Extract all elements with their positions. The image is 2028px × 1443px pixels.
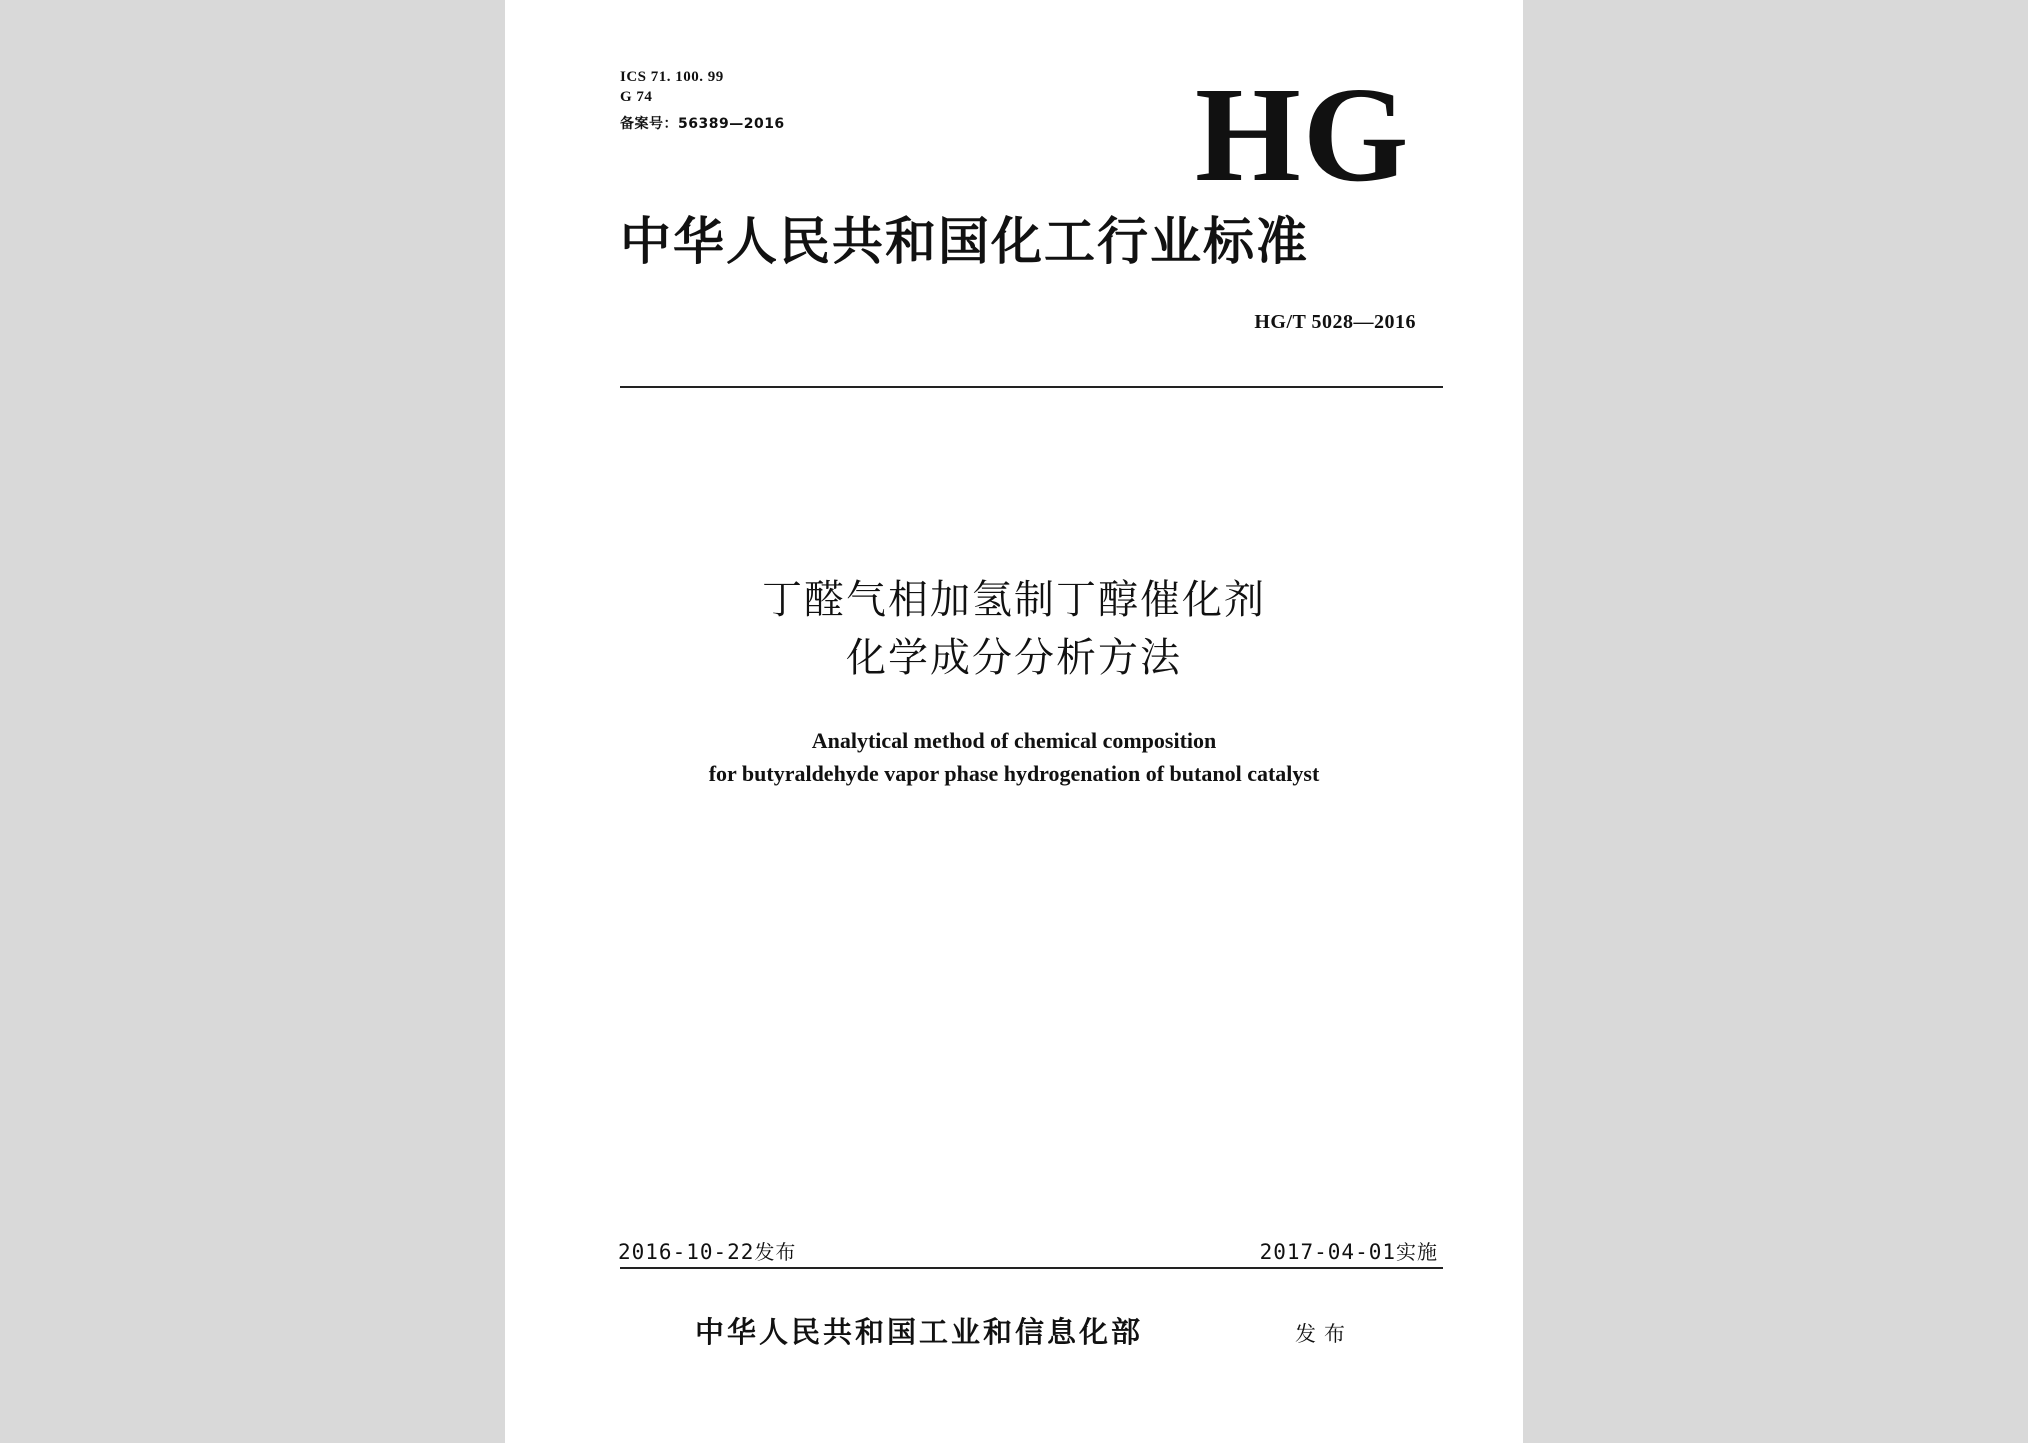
issuer-action: 发布 xyxy=(1295,1322,1353,1346)
bottom-divider xyxy=(620,1267,1443,1269)
document-title-cn-line2: 化学成分分析方法 xyxy=(846,635,1182,681)
implementation-date-value: 2017-04-01 xyxy=(1259,1240,1396,1264)
hg-logo: HG xyxy=(1195,60,1411,210)
issue-date xyxy=(618,1239,796,1265)
implementation-date xyxy=(1260,1239,1438,1265)
standard-category-title: 中华人民共和国化工行业标准 xyxy=(620,212,1310,272)
document-title-en-line2: for butyraldehyde vapor phase hydrogenation of butanol catalyst xyxy=(708,761,1320,786)
document-title-cn-line1: 丁醛气相加氢制丁醇催化剂 xyxy=(762,577,1266,623)
filing-number: 备案号：56389—2016 xyxy=(620,116,785,132)
issue-date-value: 2016-10-22 xyxy=(618,1240,755,1264)
implementation-date-suffix: 实施 xyxy=(1396,1240,1438,1264)
document-title-en-line1: Analytical method of chemical composition xyxy=(811,728,1217,753)
clc-code: G 74 xyxy=(620,89,653,105)
top-divider xyxy=(620,386,1443,388)
document-page xyxy=(505,0,1523,1443)
issue-date-suffix: 发布 xyxy=(754,1240,797,1264)
standard-code: HG/T 5028—2016 xyxy=(1254,311,1416,333)
ics-code: ICS 71. 100. 99 xyxy=(620,69,724,85)
issuer-name: 中华人民共和国工业和信息化部 xyxy=(695,1315,1144,1349)
